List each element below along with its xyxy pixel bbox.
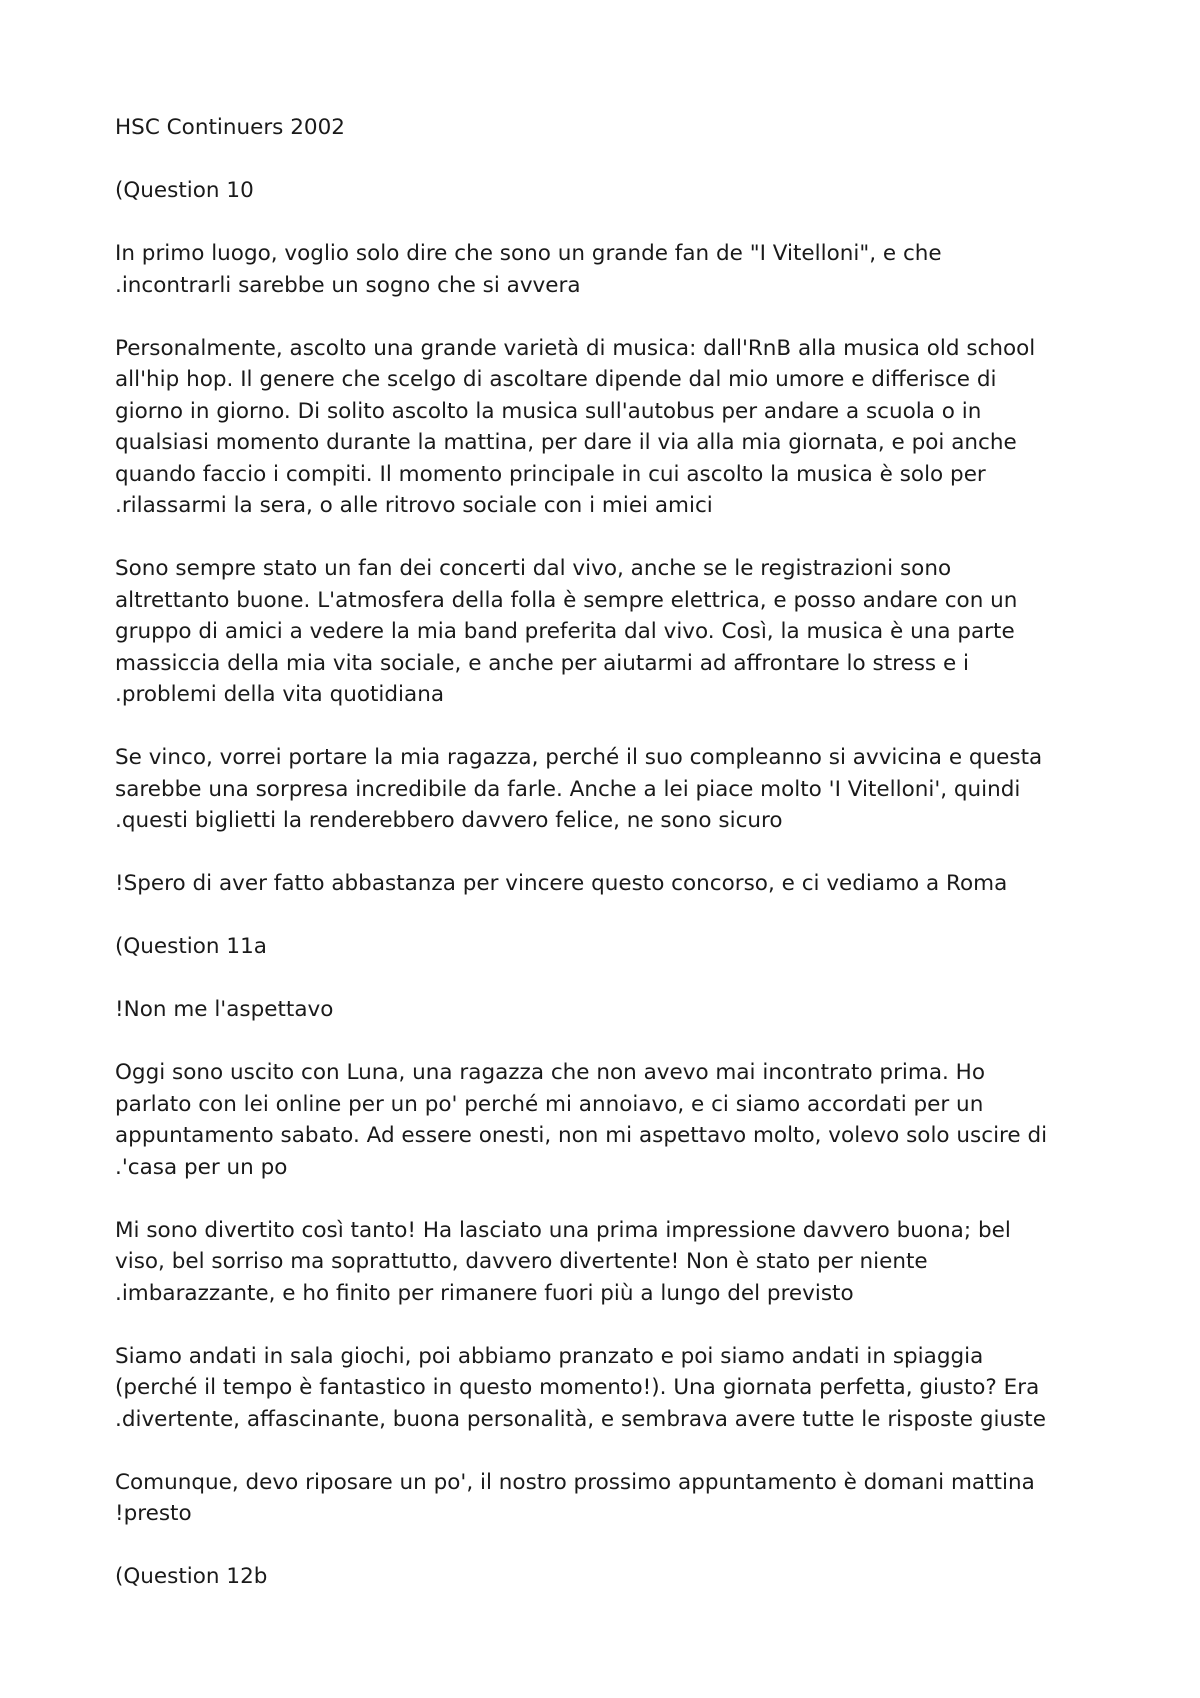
text-line: .divertente, affascinante, buona personalità, e sembrava avere tutte le risposte giuste [115, 1406, 1046, 1432]
text-line: viso, bel sorriso ma soprattutto, davvero divertente! Non è stato per niente [115, 1249, 928, 1274]
text-line: .problemi della vita quotidiana [115, 682, 444, 707]
paragraph [115, 553, 1115, 711]
paragraph [115, 1341, 1115, 1436]
text-line: .incontrarli sarebbe un sogno che si avvera [115, 272, 581, 298]
text-line: In primo luogo, voglio solo dire che sono un grande fan de "I Vitelloni", e che [115, 241, 942, 266]
text-line: !Non me l'aspettavo [115, 997, 334, 1022]
text-line: appuntamento sabato. Ad essere onesti, non mi aspettavo molto, volevo solo uscire di [115, 1123, 1048, 1148]
text-line: all'hip hop. Il genere che scelgo di ascoltare dipende dal mio umore e differisce di [115, 367, 997, 392]
paragraph [115, 994, 1115, 1026]
paragraph [115, 238, 1115, 301]
text-line: !Spero di aver fatto abbastanza per vincere questo concorso, e ci vediamo a Roma [115, 871, 1008, 896]
paragraph [115, 1215, 1115, 1310]
paragraph [115, 868, 1115, 900]
text-line: massiccia della mia vita sociale, e anche per aiutarmi ad affrontare lo stress e i [115, 650, 970, 676]
text-line: gruppo di amici a vedere la mia band preferita dal vivo. Così, la musica è una parte [115, 619, 1015, 644]
paragraph [115, 1057, 1115, 1183]
text-line: parlato con lei online per un po' perché mi annoiavo, e ci siamo accordati per un [115, 1091, 984, 1117]
text-line: !presto [115, 1501, 192, 1526]
text-line: .imbarazzante, e ho finito per rimanere fuori più a lungo del previsto [115, 1280, 854, 1306]
text-line: quando faccio i compiti. Il momento principale in cui ascolto la musica è solo per [115, 461, 986, 487]
question-11a-body [115, 994, 1115, 1530]
text-line: .rilassarmi la sera, o alle ritrovo sociale con i miei amici [115, 493, 713, 518]
text-line: .'casa per un po [115, 1154, 288, 1180]
text-line: Oggi sono uscito con Luna, una ragazza che non avevo mai incontrato prima. Ho [115, 1060, 985, 1085]
document-title: HSC Continuers 2002 [115, 115, 345, 140]
paragraph [115, 742, 1115, 837]
text-line: Comunque, devo riposare un po', il nostro prossimo appuntamento è domani mattina [115, 1469, 1035, 1495]
question-11a-heading: (Question 11a [115, 934, 267, 959]
paragraph [115, 333, 1115, 522]
text-line: altrettanto buone. L'atmosfera della folla è sempre elettrica, e posso andare con un [115, 587, 1018, 613]
text-line: giorno in giorno. Di solito ascolto la musica sull'autobus per andare a scuola o in [115, 398, 982, 424]
text-line: Personalmente, ascolto una grande varietà di musica: dall'RnB alla musica old school [115, 335, 1036, 361]
question-10-heading: (Question 10 [115, 178, 254, 203]
text-line: (perché il tempo è fantastico in questo momento!). Una giornata perfetta, giusto? Era [115, 1375, 1040, 1400]
text-line: Mi sono divertito così tanto! Ha lasciato una prima impressione davvero buona; bel [115, 1217, 1011, 1243]
question-10-body [115, 238, 1115, 900]
text-line: .questi biglietti la renderebbero davvero felice, ne sono sicuro [115, 808, 783, 833]
question-12b-heading: (Question 12b [115, 1564, 268, 1589]
paragraph [115, 1467, 1115, 1530]
text-line: Siamo andati in sala giochi, poi abbiamo pranzato e poi siamo andati in spiaggia [115, 1343, 984, 1369]
text-line: sarebbe una sorpresa incredibile da farle. Anche a lei piace molto 'I Vitelloni', quindi [115, 776, 1021, 802]
text-line: Sono sempre stato un fan dei concerti dal vivo, anche se le registrazioni sono [115, 556, 952, 581]
text-line: qualsiasi momento durante la mattina, per dare il via alla mia giornata, e poi anche [115, 430, 1017, 455]
document-page [115, 112, 1115, 1624]
text-line: Se vinco, vorrei portare la mia ragazza, perché il suo compleanno si avvicina e questa [115, 745, 1043, 770]
